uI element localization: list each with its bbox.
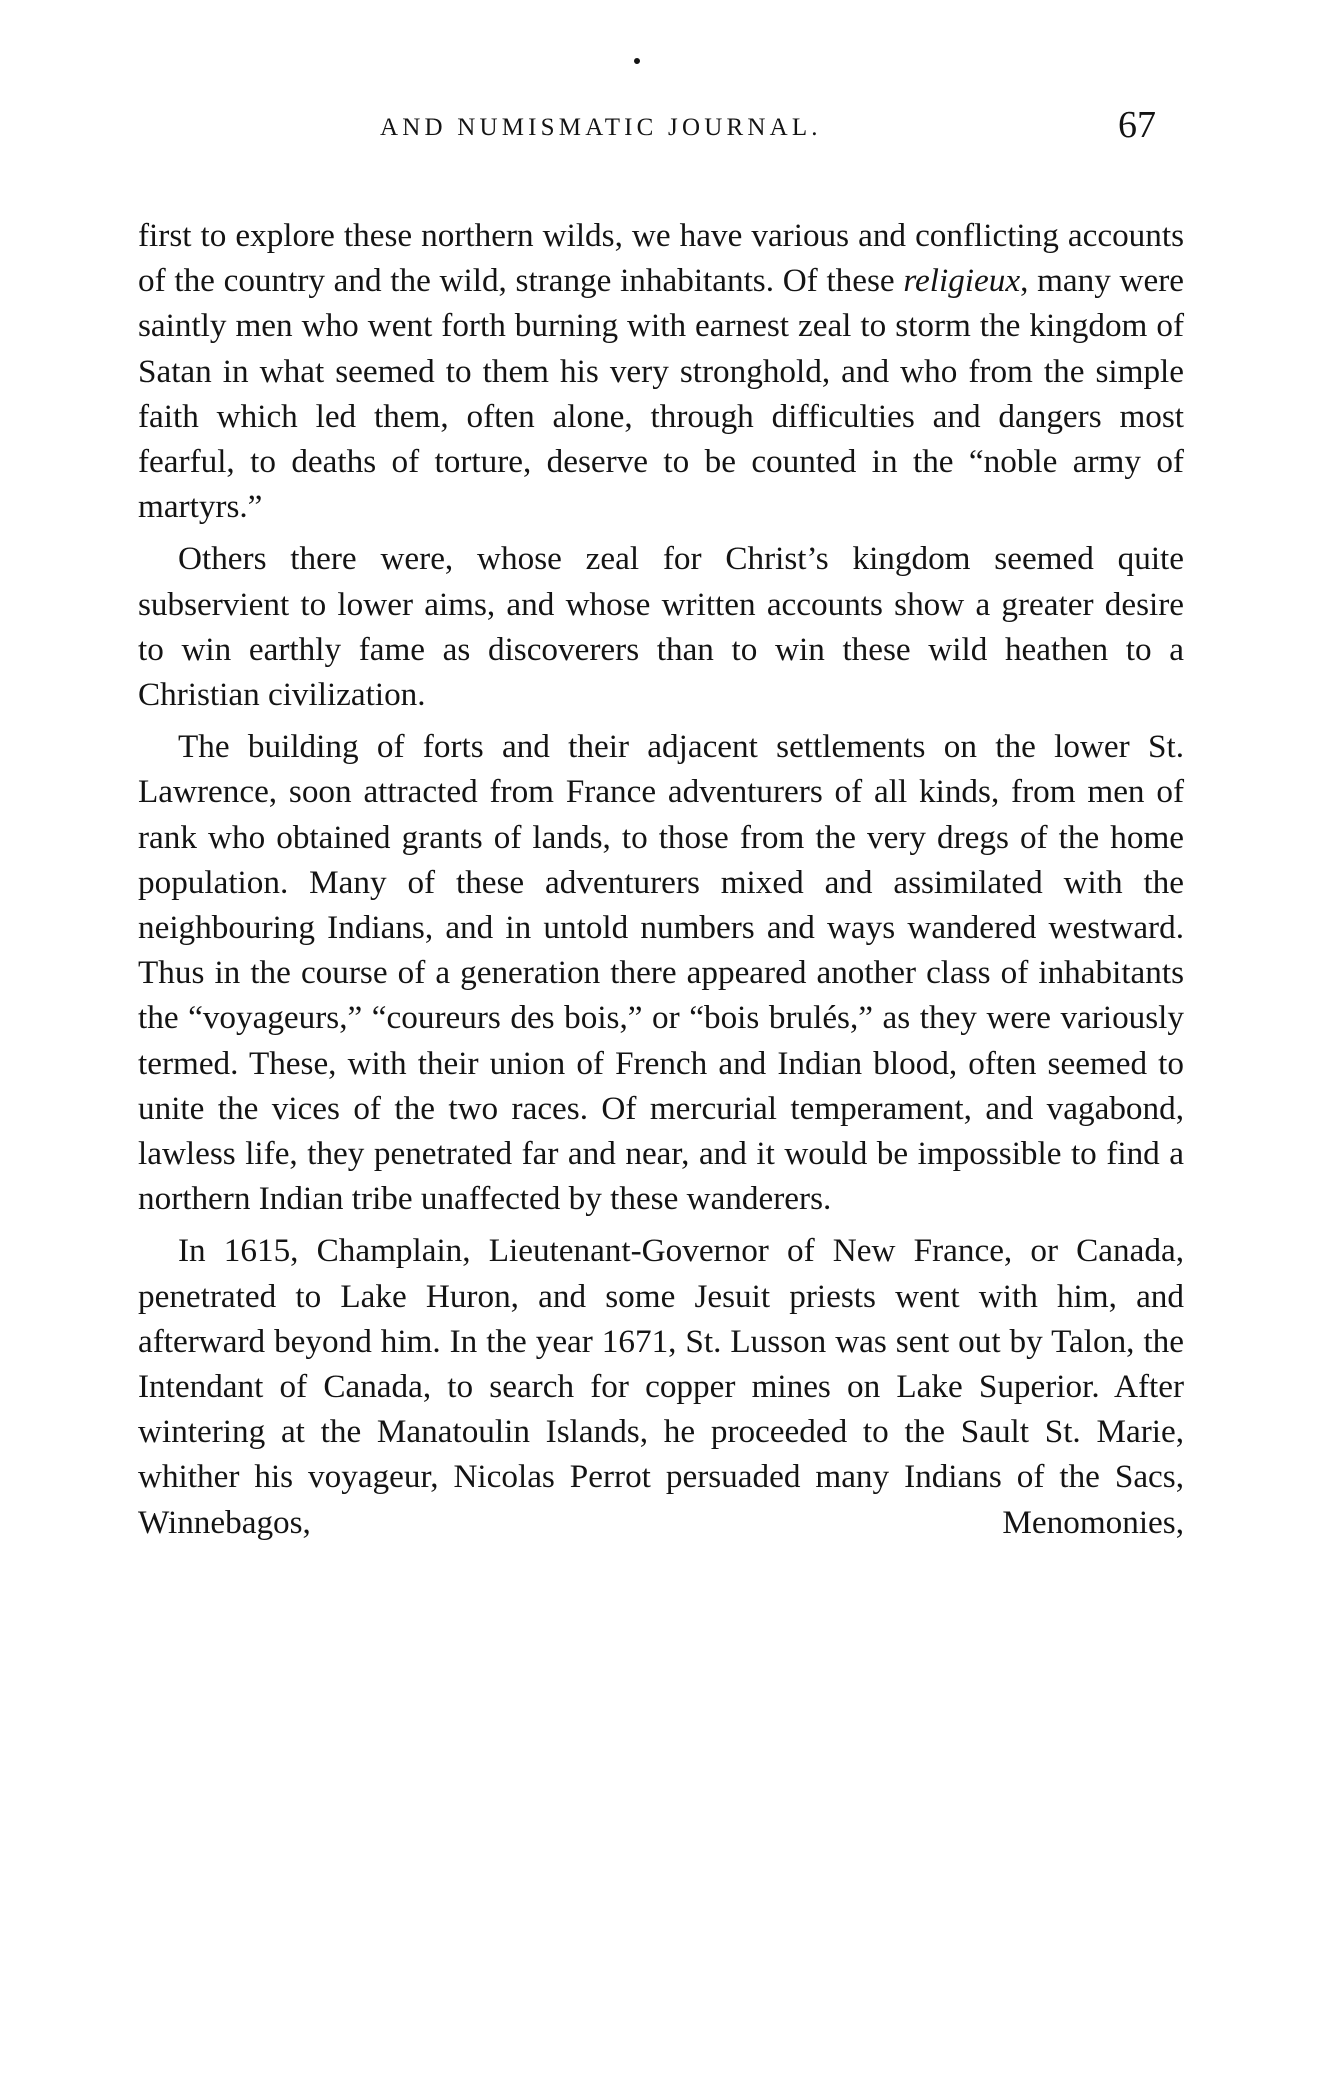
ink-dot (634, 58, 640, 64)
paragraph-3: The building of forts and their adjacent settlements on the lower St. Lawrence, soon attracted from France adventurers of all kinds, from men of rank who obtained grants of lands, to those from the very dregs of the home population. Many of these adventurers mixed and assimilated with the neighbouring Indians, and in untold numbers and ways wandered westward. Thus in the course of a generation there appeared another class of inhabitants the “voyageurs,” “coureurs des bois,” or “bois brulés,” as they were variously termed. These, with their union of French and Indian blood, often seemed to unite the vices of the two races. Of mercurial temperament, and vagabond, lawless life, they penetrated far and near, and it would be impossible to find a northern Indian tribe unaffected by these wanderers. (138, 728, 1184, 1218)
paragraph-1-text-b: , many were saintly men who went forth burning with earnest zeal to storm the kingdom of Satan in what seemed to them his very stronghold, and who from the simple faith which led them, often alone, through difficulties and dangers most fearful, to deaths of torture, deserve to be counted in the “noble army of martyrs.” (138, 262, 1184, 526)
paragraph-1-text-a: first to explore these northern wilds, we have various and conflicting accounts of the country and the wild, strange inhabitants. Of these (138, 217, 1184, 300)
page-number: 67 (1118, 104, 1156, 146)
paragraph-4: In 1615, Champlain, Lieutenant-Governor of New France, or Canada, penetrated to Lake Huron, and some Jesuit priests went with him, and afterward beyond him. In the year 1671, St. Lusson was sent out by Talon, the Intendant of Canada, to search for copper mines on Lake Superior. After wintering at the Manatoulin Islands, he proceeded to the Sault St. Marie, whither his voyageur, Nicolas Perrot persuaded many Indians of the Sacs, Winnebagos, Menomonies, (138, 1232, 1184, 1541)
italic-term: religieux (903, 262, 1021, 300)
paragraph-2: Others there were, whose zeal for Christ’s kingdom seemed quite subservient to lower aims, and whose written accounts show a greater desire to win earthly fame as discoverers than to win these wild heathen to a Christian civilization. (138, 540, 1184, 714)
paragraph-1 (138, 213, 1184, 529)
body-text (138, 213, 1184, 1545)
running-head: AND NUMISMATIC JOURNAL. (380, 114, 822, 141)
